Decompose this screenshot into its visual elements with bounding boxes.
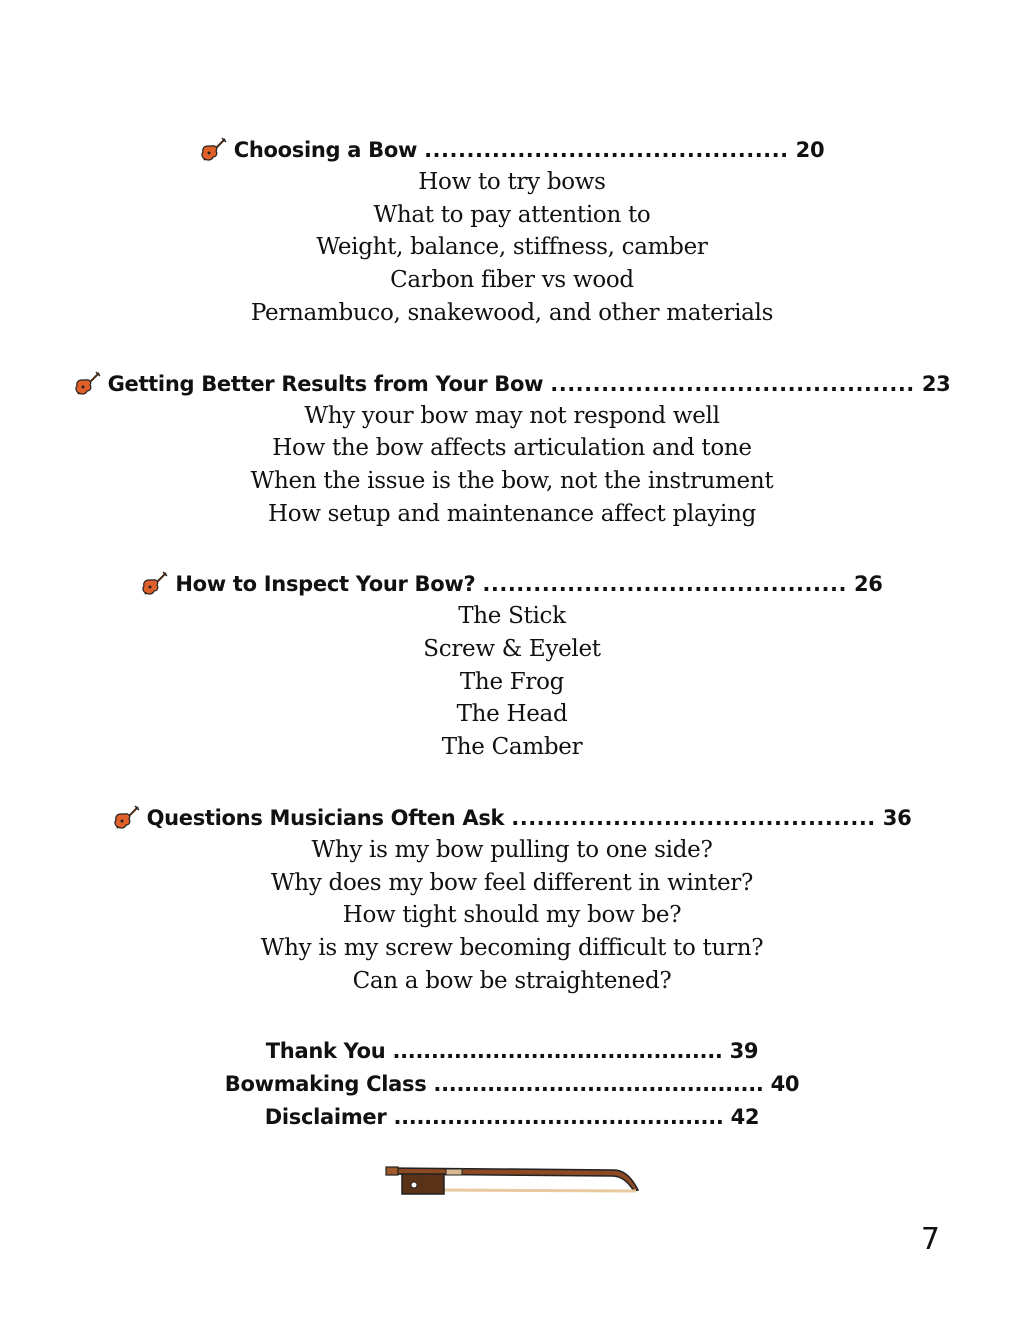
- toc-subitem: Pernambuco, snakewood, and other materials: [250, 299, 774, 326]
- toc-leader-dots: ...........................................: [424, 138, 789, 162]
- toc-page-number: 40: [770, 1072, 800, 1097]
- toc-subitem: Carbon fiber vs wood: [390, 267, 634, 294]
- toc-section-heading[interactable]: [0, 368, 1024, 400]
- toc-section-title: Getting Better Results from Your Bow: [107, 371, 544, 396]
- violin-icon: [141, 570, 169, 596]
- toc-leader-dots: ...........................................: [482, 572, 847, 597]
- toc-section: [0, 802, 1024, 998]
- toc-subitem: The Head: [456, 701, 568, 728]
- toc-section: [0, 368, 1024, 531]
- toc-extras: [0, 1035, 1024, 1133]
- toc-extra-entry[interactable]: [0, 1035, 1024, 1068]
- bow-illustration: [384, 1160, 644, 1200]
- toc-page-number: 26: [853, 572, 883, 597]
- toc-leader-dots: ...........................................: [433, 1072, 764, 1097]
- toc-subitem: The Frog: [459, 668, 565, 695]
- toc-subitem: How tight should my bow be?: [342, 902, 682, 929]
- page-number: 7: [920, 1222, 940, 1257]
- toc-section-title: How to Inspect Your Bow?: [175, 572, 476, 597]
- toc-page-number: 39: [729, 1039, 759, 1064]
- toc-subitem: Why does my bow feel different in winter?: [270, 869, 754, 896]
- toc-subitem: Why is my bow pulling to one side?: [311, 836, 713, 863]
- toc-extra-entry[interactable]: [0, 1068, 1024, 1101]
- toc-page-number: 20: [795, 138, 825, 162]
- toc-subitem: When the issue is the bow, not the instrument: [250, 467, 774, 494]
- toc-subitem: How to try bows: [418, 169, 606, 195]
- toc-page-number: 42: [730, 1104, 760, 1129]
- toc-section-heading[interactable]: [0, 568, 1024, 600]
- toc-section-title: Questions Musicians Often Ask: [146, 805, 505, 830]
- toc-section: [0, 134, 1024, 330]
- toc-subitem: Screw & Eyelet: [423, 636, 601, 663]
- toc-leader-dots: ...........................................: [393, 1104, 724, 1129]
- toc-subitem: The Camber: [441, 734, 583, 761]
- toc-subitem: The Stick: [458, 603, 566, 630]
- toc-subitem: Why is my screw becoming difficult to turn?: [260, 934, 764, 961]
- toc-extra-title: Bowmaking Class: [224, 1072, 427, 1097]
- toc-section-heading[interactable]: [0, 802, 1024, 834]
- toc-subitem: How setup and maintenance affect playing: [267, 500, 757, 527]
- toc-extra-title: Disclaimer: [264, 1104, 387, 1129]
- toc-section: [0, 568, 1024, 764]
- toc-extra-entry[interactable]: [0, 1101, 1024, 1134]
- table-of-contents: [0, 134, 1024, 1133]
- toc-subitem: Weight, balance, stiffness, camber: [316, 234, 708, 261]
- toc-section-heading[interactable]: [0, 134, 1024, 166]
- toc-section-title: Choosing a Bow: [233, 138, 418, 162]
- toc-page-number: 23: [921, 371, 951, 396]
- toc-page-number: 36: [882, 805, 912, 830]
- violin-icon: [200, 136, 228, 162]
- toc-leader-dots: ...........................................: [511, 805, 876, 830]
- toc-subitem: What to pay attention to: [373, 201, 651, 228]
- violin-icon: [113, 804, 141, 830]
- toc-leader-dots: ...........................................: [550, 371, 915, 396]
- toc-subitem: How the bow affects articulation and tone: [272, 435, 752, 462]
- toc-subitem: Why your bow may not respond well: [304, 402, 720, 429]
- violin-icon: [74, 370, 102, 396]
- toc-leader-dots: ...........................................: [392, 1039, 723, 1064]
- toc-subitem: Can a bow be straightened?: [352, 967, 672, 994]
- toc-extra-title: Thank You: [265, 1039, 386, 1064]
